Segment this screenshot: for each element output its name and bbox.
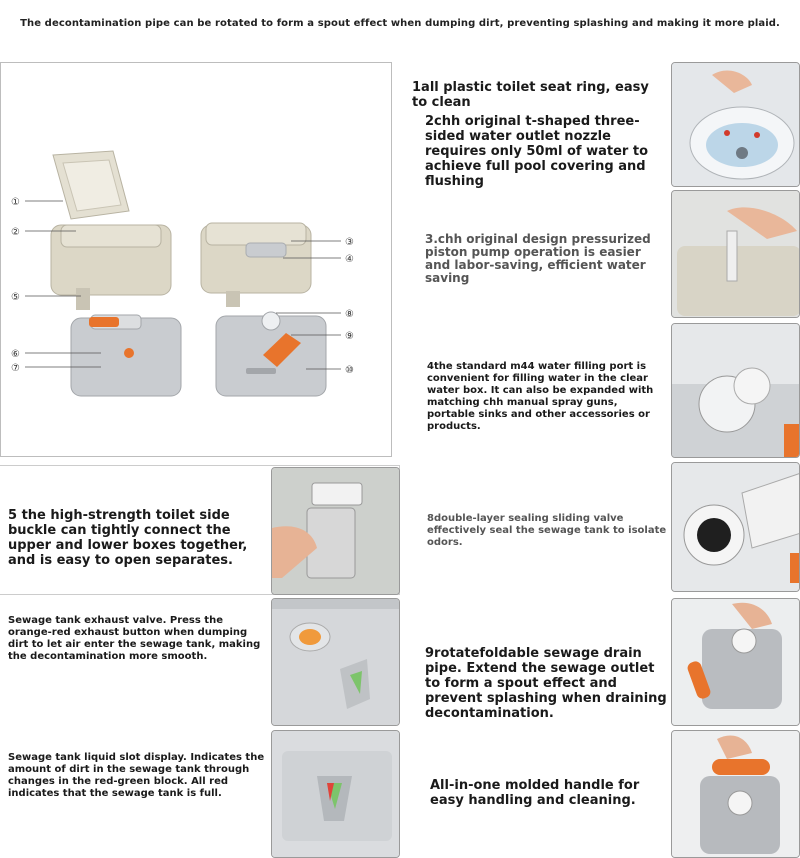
filling-port-illustration [672,324,800,458]
callout-3: ③ [345,237,354,248]
seat-ring-illustration [672,63,800,187]
toilet-upper-right [201,223,311,307]
photo-molded-handle [671,730,800,858]
callout-7: ⑦ [11,363,20,374]
piston-pump-illustration [672,191,800,318]
sewage-tank-right [216,312,326,396]
feature-1-text: 1all plastic toilet seat ring, easy to clean [412,80,649,110]
feature-9-text: 9rotatefoldable sewage drain pipe. Extend the sewage outlet to form a spout effect and prevent splashing when draining decontamination. [425,646,667,721]
photo-exhaust-valve [271,598,400,726]
callout-1: ① [11,197,20,208]
callout-5: ⑤ [11,292,20,303]
feature-3-text: 3.chh original design pressurized piston pump operation is easier and labor-saving, efficient water saving [425,232,651,285]
feature-6-text: Sewage tank exhaust valve. Press the orange-red exhaust button when dumping dirt to let air enter the sewage tank, making the decontamination more smooth. [8,615,261,662]
molded-handle-illustration [672,731,800,858]
sewage-tank-left [71,315,181,396]
feature-7-text: Sewage tank liquid slot display. Indicates the amount of dirt in the sewage tank through changes in the red-green block. All red indicates that the sewage tank is full. [8,752,265,799]
callout-10: ⑩ [345,365,354,376]
feature-10-text: All-in-one molded handle for easy handling and cleaning. [430,778,640,808]
top-caption: The decontamination pipe can be rotated to form a spout effect when dumping dirt, preventing splashing and making it more plaid. [20,18,780,29]
photo-liquid-level-display [271,730,400,858]
diagram-panel [0,62,392,457]
callout-8: ⑧ [345,309,354,320]
feature-2-text: 2chh original t-shaped three-sided water outlet nozzle requires only 50ml of water to achieve full pool covering and flushing [425,114,649,189]
callout-4: ④ [345,254,354,265]
toilet-parts-diagram [1,63,393,458]
sliding-valve-illustration [672,463,800,592]
photo-piston-pump [671,190,800,318]
feature-4-text: 4the standard m44 water filling port is convenient for filling water in the clear water box. It can also be expanded with matching chh manual spray guns, portable sinks and other accessories or products. [427,361,654,432]
photo-drain-pipe [671,598,800,726]
photo-water-filling-port [671,323,800,458]
side-buckle-illustration [272,468,400,595]
photo-sliding-valve [671,462,800,592]
callout-9: ⑨ [345,331,354,342]
liquid-level-illustration [272,731,400,858]
exhaust-valve-illustration [272,599,400,726]
feature-5-text: 5 the high-strength toilet side buckle can tightly connect the upper and lower boxes together, and is easy to open separates. [8,508,248,568]
photo-seat-ring [671,62,800,187]
feature-8-text: 8double-layer sealing sliding valve effectively seal the sewage tank to isolate odors. [427,513,667,548]
drain-pipe-illustration [672,599,800,726]
photo-side-buckle [271,467,400,595]
toilet-upper-left [51,151,171,310]
callout-6: ⑥ [11,349,20,360]
callout-2: ② [11,227,20,238]
